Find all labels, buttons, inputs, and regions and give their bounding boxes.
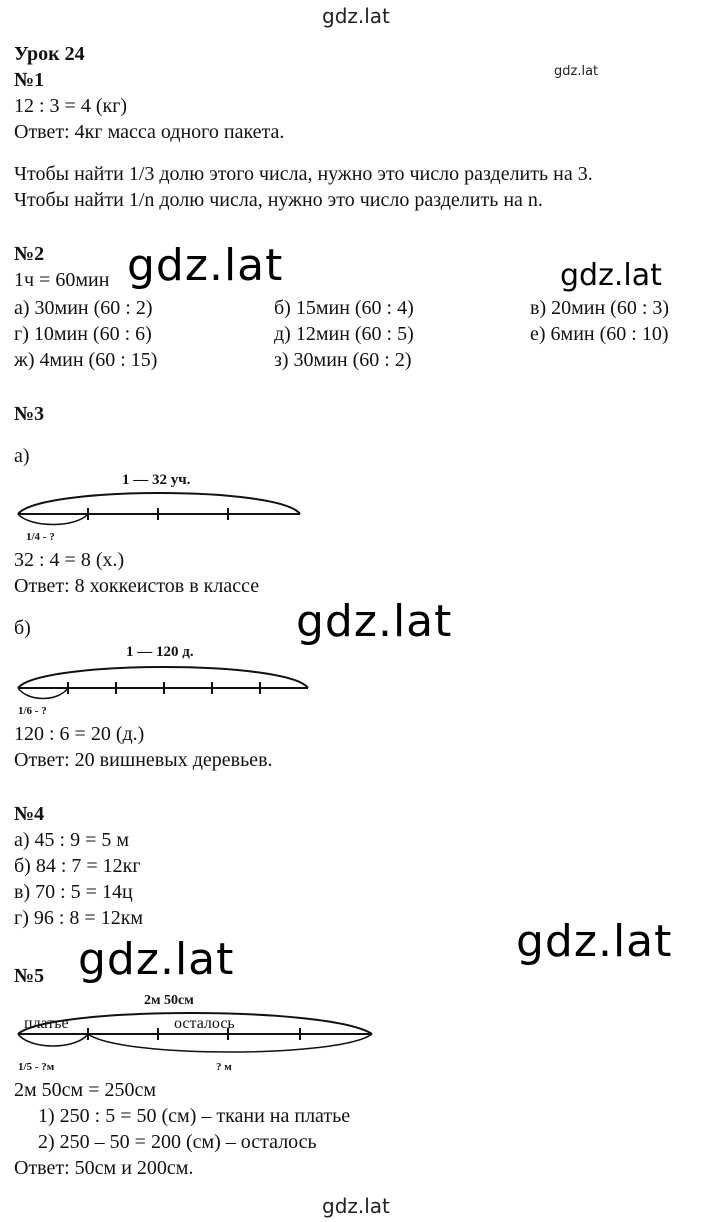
- lesson-title: Урок 24: [14, 43, 85, 65]
- list-item: ж) 4мин (60 : 15): [14, 349, 158, 371]
- brace-bottom: [18, 1034, 88, 1046]
- segment-diagram: [10, 638, 320, 718]
- list-item: г) 10мин (60 : 6): [14, 323, 152, 345]
- task-answer: Ответ: 8 хоккеистов в классе: [14, 575, 260, 597]
- segment-diagram: [10, 986, 380, 1078]
- task-answer: Ответ: 4кг масса одного пакета.: [14, 121, 285, 143]
- task-line: 120 : 6 = 20 (д.): [14, 723, 145, 745]
- watermark-bottom: gdz.lat: [322, 1194, 390, 1218]
- diagram-label-top: 1 — 32 уч.: [122, 472, 191, 488]
- task-answer: Ответ: 20 вишневых деревьев.: [14, 749, 273, 771]
- task-line: 2м 50см = 250см: [14, 1079, 157, 1101]
- task-step: 1) 250 : 5 = 50 (см) – ткани на платье: [38, 1105, 351, 1127]
- diagram-label-left: платье: [24, 1015, 69, 1032]
- task-answer: Ответ: 50см и 200см.: [14, 1157, 194, 1179]
- task-line: 32 : 4 = 8 (х.): [14, 549, 125, 571]
- watermark-big: gdz.lat: [296, 596, 453, 647]
- brace-bottom: [88, 1034, 372, 1052]
- task-line: 12 : 3 = 4 (кг): [14, 95, 128, 117]
- subtask-label: б): [14, 617, 31, 639]
- watermark-big: gdz.lat: [78, 934, 235, 985]
- watermark-small: gdz.lat: [554, 64, 599, 79]
- list-item: д) 12мин (60 : 5): [274, 323, 414, 345]
- list-item: в) 70 : 5 = 14ц: [14, 881, 133, 903]
- brace-bottom: [18, 514, 88, 525]
- task-number: №2: [14, 243, 45, 265]
- diagram-label-bottom: 1/4 - ?: [26, 531, 55, 543]
- watermark-right: gdz.lat: [560, 258, 662, 293]
- list-item: з) 30мин (60 : 2): [274, 349, 412, 371]
- task-number: №3: [14, 403, 45, 425]
- diagram-label-top: 1 — 120 д.: [126, 644, 194, 660]
- segment-diagram: [10, 466, 310, 542]
- list-item: б) 84 : 7 = 12кг: [14, 855, 141, 877]
- watermark-big: gdz.lat: [516, 916, 673, 967]
- diagram-label-bottom: 1/6 - ?: [18, 705, 47, 717]
- list-item: б) 15мин (60 : 4): [274, 297, 414, 319]
- task-intro: 1ч = 60мин: [14, 269, 110, 291]
- list-item: а) 30мин (60 : 2): [14, 297, 153, 319]
- task-number: №4: [14, 803, 45, 825]
- task-step: 2) 250 – 50 = 200 (см) – осталось: [38, 1131, 317, 1153]
- diagram-label-top: 2м 50см: [144, 993, 194, 1008]
- list-item: в) 20мин (60 : 3): [530, 297, 670, 319]
- list-item: е) 6мин (60 : 10): [530, 323, 669, 345]
- diagram-label-right: осталось: [174, 1015, 235, 1032]
- task-rule: Чтобы найти 1/3 долю этого числа, нужно это число разделить на 3.: [14, 163, 593, 185]
- list-item: г) 96 : 8 = 12км: [14, 907, 144, 929]
- watermark-top: gdz.lat: [322, 4, 390, 28]
- task-number: №5: [14, 965, 45, 987]
- task-rule: Чтобы найти 1/n долю числа, нужно это число разделить на n.: [14, 189, 543, 211]
- task-number: №1: [14, 69, 45, 91]
- brace-bottom: [18, 688, 68, 699]
- diagram-label-bottom: 1/5 - ?м: [18, 1061, 55, 1073]
- watermark-big: gdz.lat: [127, 240, 284, 291]
- subtask-label: а): [14, 445, 30, 467]
- diagram-label-bottom: ? м: [216, 1061, 232, 1073]
- list-item: а) 45 : 9 = 5 м: [14, 829, 130, 851]
